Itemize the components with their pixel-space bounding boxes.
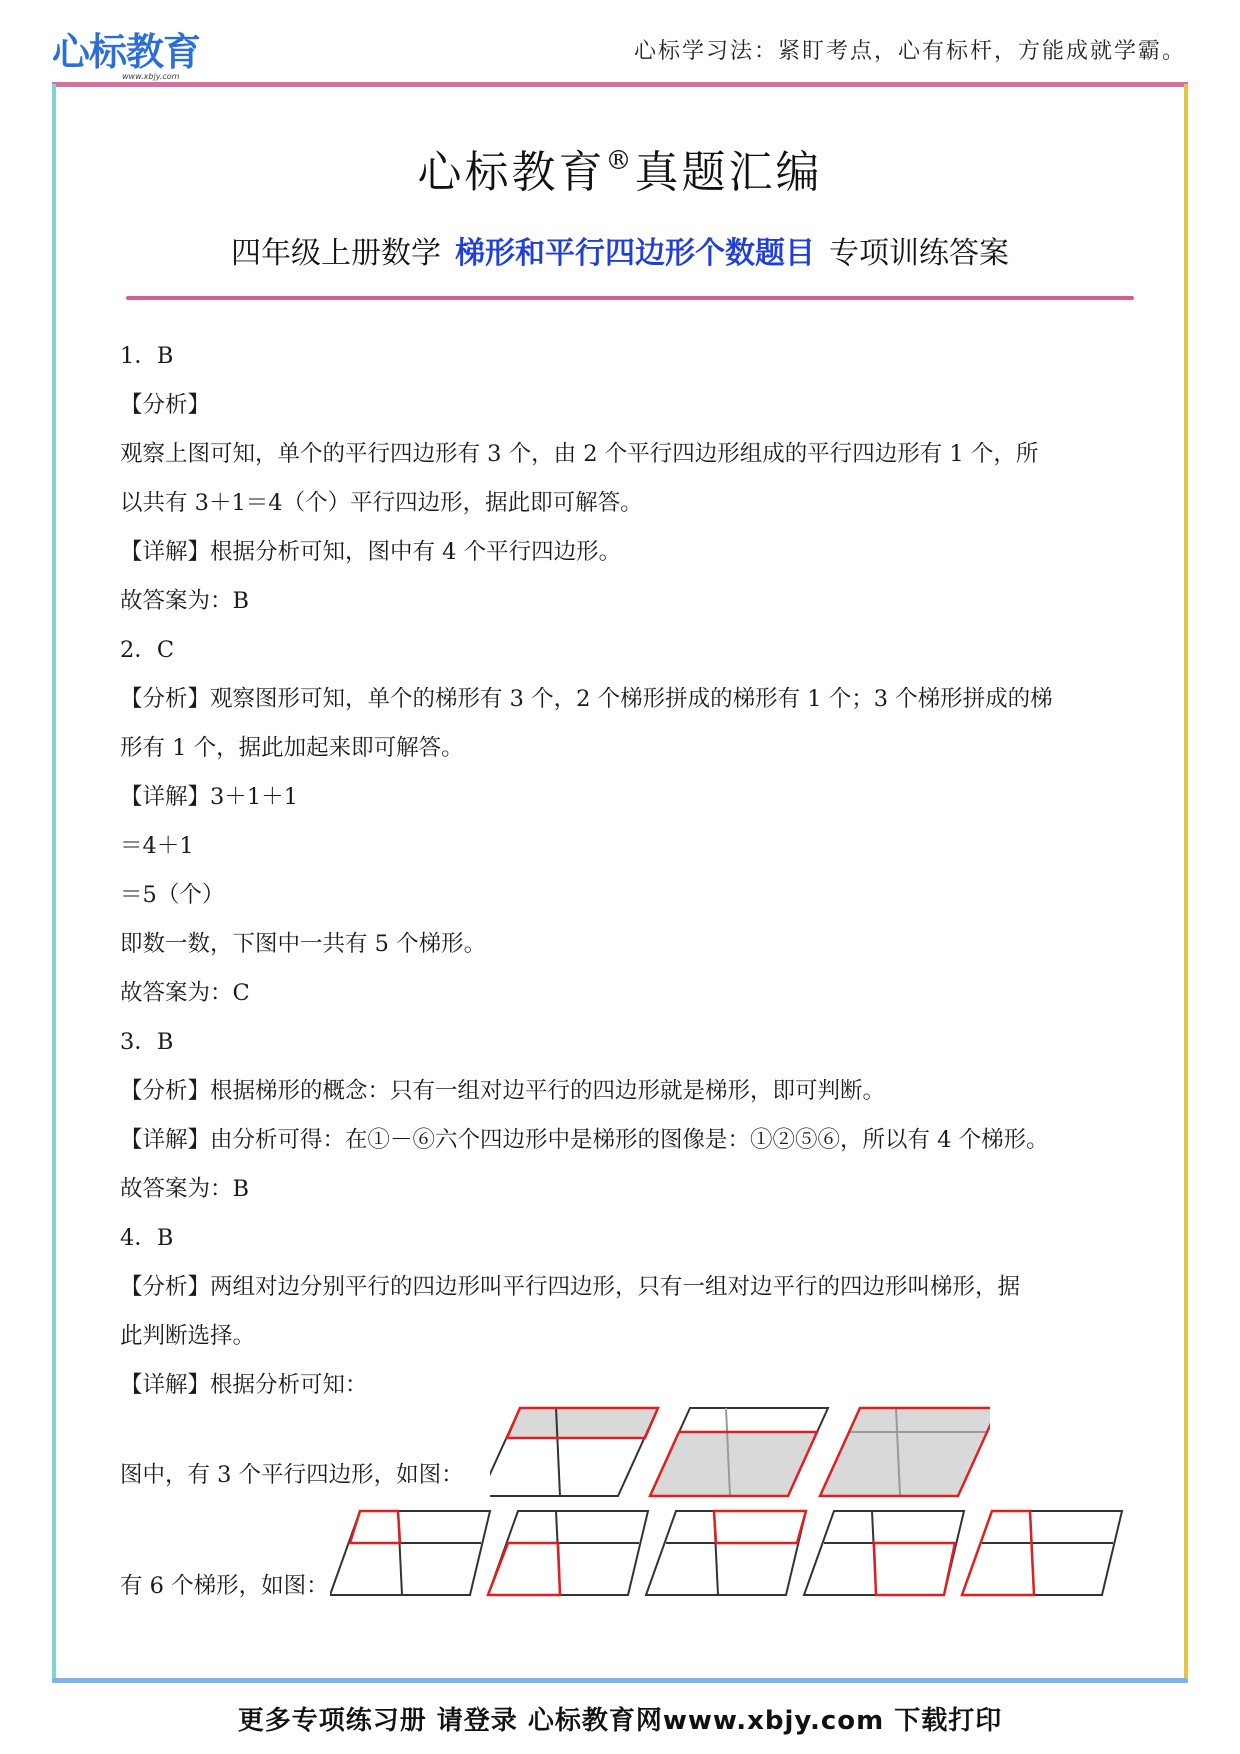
frame-right-border bbox=[1184, 84, 1188, 1680]
subtitle-prefix: 四年级上册数学 bbox=[231, 236, 441, 271]
text-line: 故答案为：C bbox=[120, 980, 250, 1006]
text-line: 【分析】观察图形可知，单个的梯形有 3 个，2 个梯形拼成的梯形有 1 个；3 个梯形拼成的梯 bbox=[120, 686, 1053, 712]
text-line: 【分析】 bbox=[120, 392, 211, 418]
title-rest: 真题汇编 bbox=[634, 147, 823, 198]
text-line: 【详解】由分析可得：在①－⑥六个四边形中是梯形的图像是：①②⑤⑥，所以有 4 个梯形。 bbox=[120, 1127, 1049, 1153]
logo-url: www.xbjy.com bbox=[122, 72, 180, 81]
text-line: 以共有 3＋1＝4（个）平行四边形，据此即可解答。 bbox=[120, 490, 643, 516]
parallelogram-diagram-b bbox=[650, 1408, 828, 1496]
trapezoid-diagram-1 bbox=[330, 1511, 490, 1595]
answer-content bbox=[120, 332, 1130, 1410]
trapezoid-diagram-5 bbox=[962, 1511, 1122, 1595]
trapezoid-diagram-2 bbox=[488, 1511, 648, 1595]
text-line: 故答案为：B bbox=[120, 1176, 250, 1202]
title-divider bbox=[126, 296, 1134, 300]
text-line: 形有 1 个，据此加起来即可解答。 bbox=[120, 735, 464, 761]
logo bbox=[52, 28, 212, 82]
header-motto: 心标学习法：紧盯考点，心有标杆，方能成就学霸。 bbox=[633, 39, 1186, 64]
registered-mark: ® bbox=[605, 146, 635, 176]
text-line: 1．B bbox=[120, 343, 174, 369]
trapezoid-diagram-4 bbox=[804, 1511, 964, 1595]
text-line: ＝4＋1 bbox=[120, 833, 194, 859]
parallelogram-diagram-c bbox=[820, 1408, 990, 1496]
parallelogram-label: 图中，有 3 个平行四边形，如图： bbox=[120, 1462, 464, 1488]
text-line: 3．B bbox=[120, 1029, 174, 1055]
text-line: 【详解】3＋1＋1 bbox=[120, 784, 298, 810]
text-line: 【分析】两组对边分别平行的四边形叫平行四边形，只有一组对边平行的四边形叫梯形，据 bbox=[120, 1274, 1021, 1300]
frame-bottom-border bbox=[52, 1678, 1188, 1683]
parallelogram-diagram-a bbox=[490, 1408, 658, 1496]
subtitle-suffix: 专项训练答案 bbox=[829, 236, 1009, 271]
footer-note: 更多专项练习册 请登录 心标教育网www.xbjy.com 下载打印 bbox=[237, 1706, 1003, 1736]
logo-text: 心标教育 bbox=[52, 30, 201, 74]
page-subtitle bbox=[0, 228, 1240, 272]
parallelogram-diagrams-row bbox=[490, 1400, 990, 1510]
frame-top-border bbox=[52, 82, 1188, 87]
text-line: 【详解】根据分析可知： bbox=[120, 1372, 368, 1398]
trapezoid-diagrams-row bbox=[330, 1505, 1125, 1605]
frame-left-border bbox=[52, 84, 56, 1680]
text-line: ＝5（个） bbox=[120, 882, 225, 908]
title-main: 心标教育 bbox=[417, 147, 606, 198]
trapezoid-diagram-3 bbox=[646, 1511, 806, 1595]
text-line: 2．C bbox=[120, 637, 175, 663]
text-line: 即数一数，下图中一共有 5 个梯形。 bbox=[120, 931, 487, 957]
text-line: 【分析】根据梯形的概念：只有一组对边平行的四边形就是梯形，即可判断。 bbox=[120, 1078, 886, 1104]
text-line: 故答案为：B bbox=[120, 588, 250, 614]
trapezoid-label: 有 6 个梯形，如图： bbox=[120, 1573, 329, 1599]
page-title bbox=[0, 136, 1240, 200]
text-line: 观察上图可知，单个的平行四边形有 3 个，由 2 个平行四边形组成的平行四边形有 1 个，所 bbox=[120, 441, 1039, 467]
text-line: 此判断选择。 bbox=[120, 1323, 256, 1349]
subtitle-highlight: 梯形和平行四边形个数题目 bbox=[455, 236, 815, 271]
text-line: 【详解】根据分析可知，图中有 4 个平行四边形。 bbox=[120, 539, 622, 565]
text-line: 4．B bbox=[120, 1225, 174, 1251]
